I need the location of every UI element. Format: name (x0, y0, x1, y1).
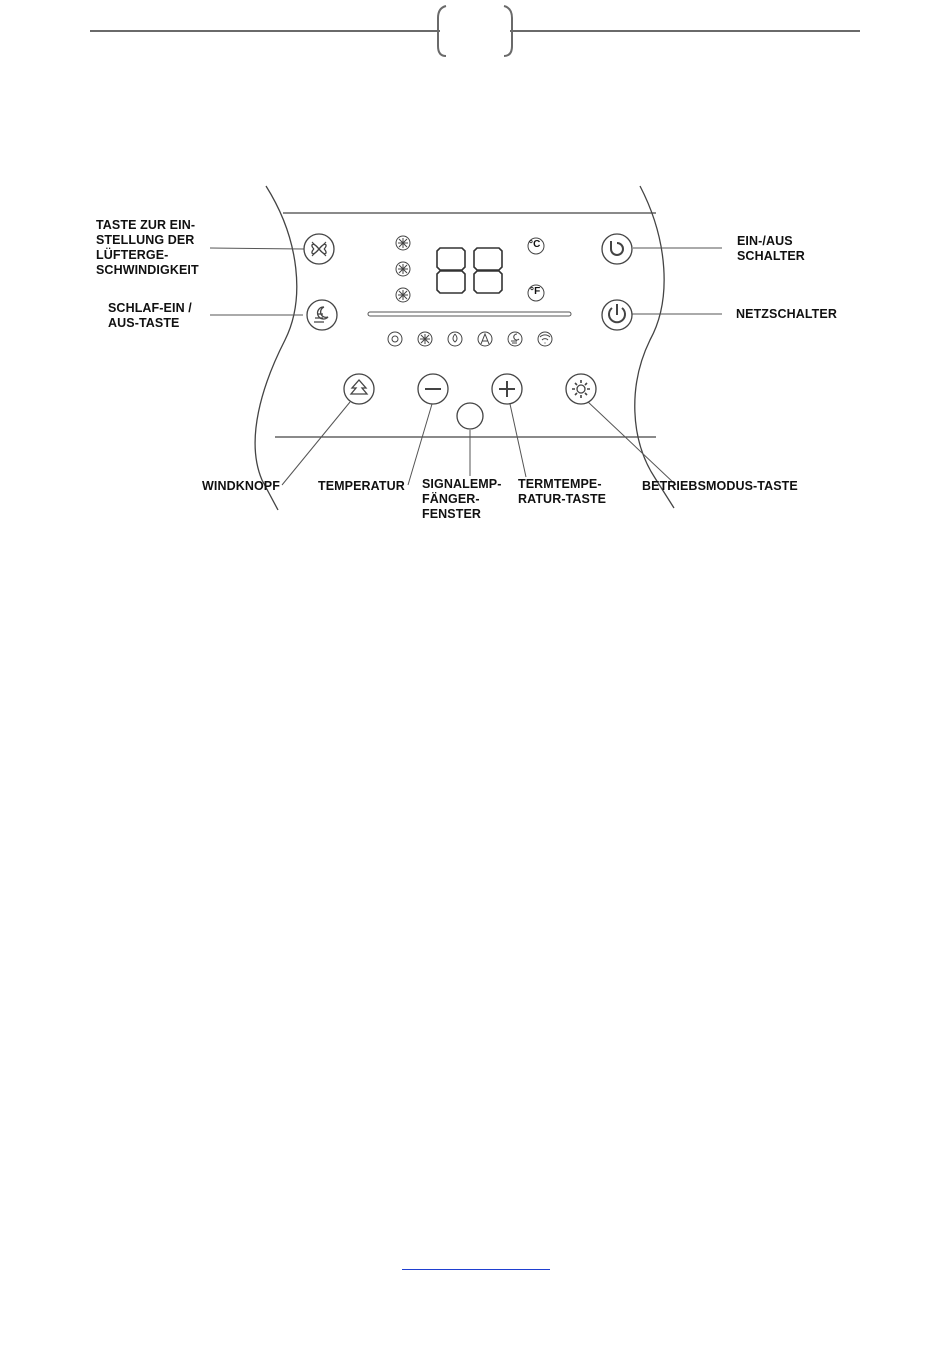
label-sleep-button: SCHLAF-EIN / AUS-TASTE (108, 301, 192, 330)
mode-button (566, 374, 596, 404)
power-button (602, 300, 632, 330)
celsius-indicator: °C (529, 239, 541, 250)
label-temperature-up-button: TERMTEMPE- RATUR-TASTE (518, 477, 607, 506)
footer-link[interactable] (402, 1255, 550, 1270)
temperature-down-button (418, 374, 448, 404)
label-power-button: NETZSCHALTER (736, 307, 837, 321)
signal-receiver-window (457, 403, 483, 429)
wind-button (344, 374, 374, 404)
sleep-button (307, 300, 337, 330)
seven-segment-display (437, 248, 502, 293)
fahrenheit-indicator: °F (530, 286, 541, 297)
label-signal-receiver-window: SIGNALEMP- FÄNGER- FENSTER (422, 477, 502, 521)
label-fan-speed-button: TASTE ZUR EIN- STELLUNG DER LÜFTERGE- SCHWINDIGKEIT (96, 218, 199, 277)
header-rule (90, 6, 860, 56)
label-temperature-down-button: TEMPERATUR (318, 479, 405, 493)
fan-speed-indicators (396, 236, 410, 302)
leader-lines (210, 248, 722, 485)
fan-speed-button (304, 234, 334, 264)
label-mode-button: BETRIEBSMODUS-TASTE (642, 479, 798, 493)
label-on-off-timer-button: EIN-/AUS SCHALTER (737, 234, 805, 263)
mode-indicators (388, 332, 552, 346)
on-off-timer-button (602, 234, 632, 264)
label-wind-button: WINDKNOPF (202, 479, 280, 493)
temperature-up-button (492, 374, 522, 404)
